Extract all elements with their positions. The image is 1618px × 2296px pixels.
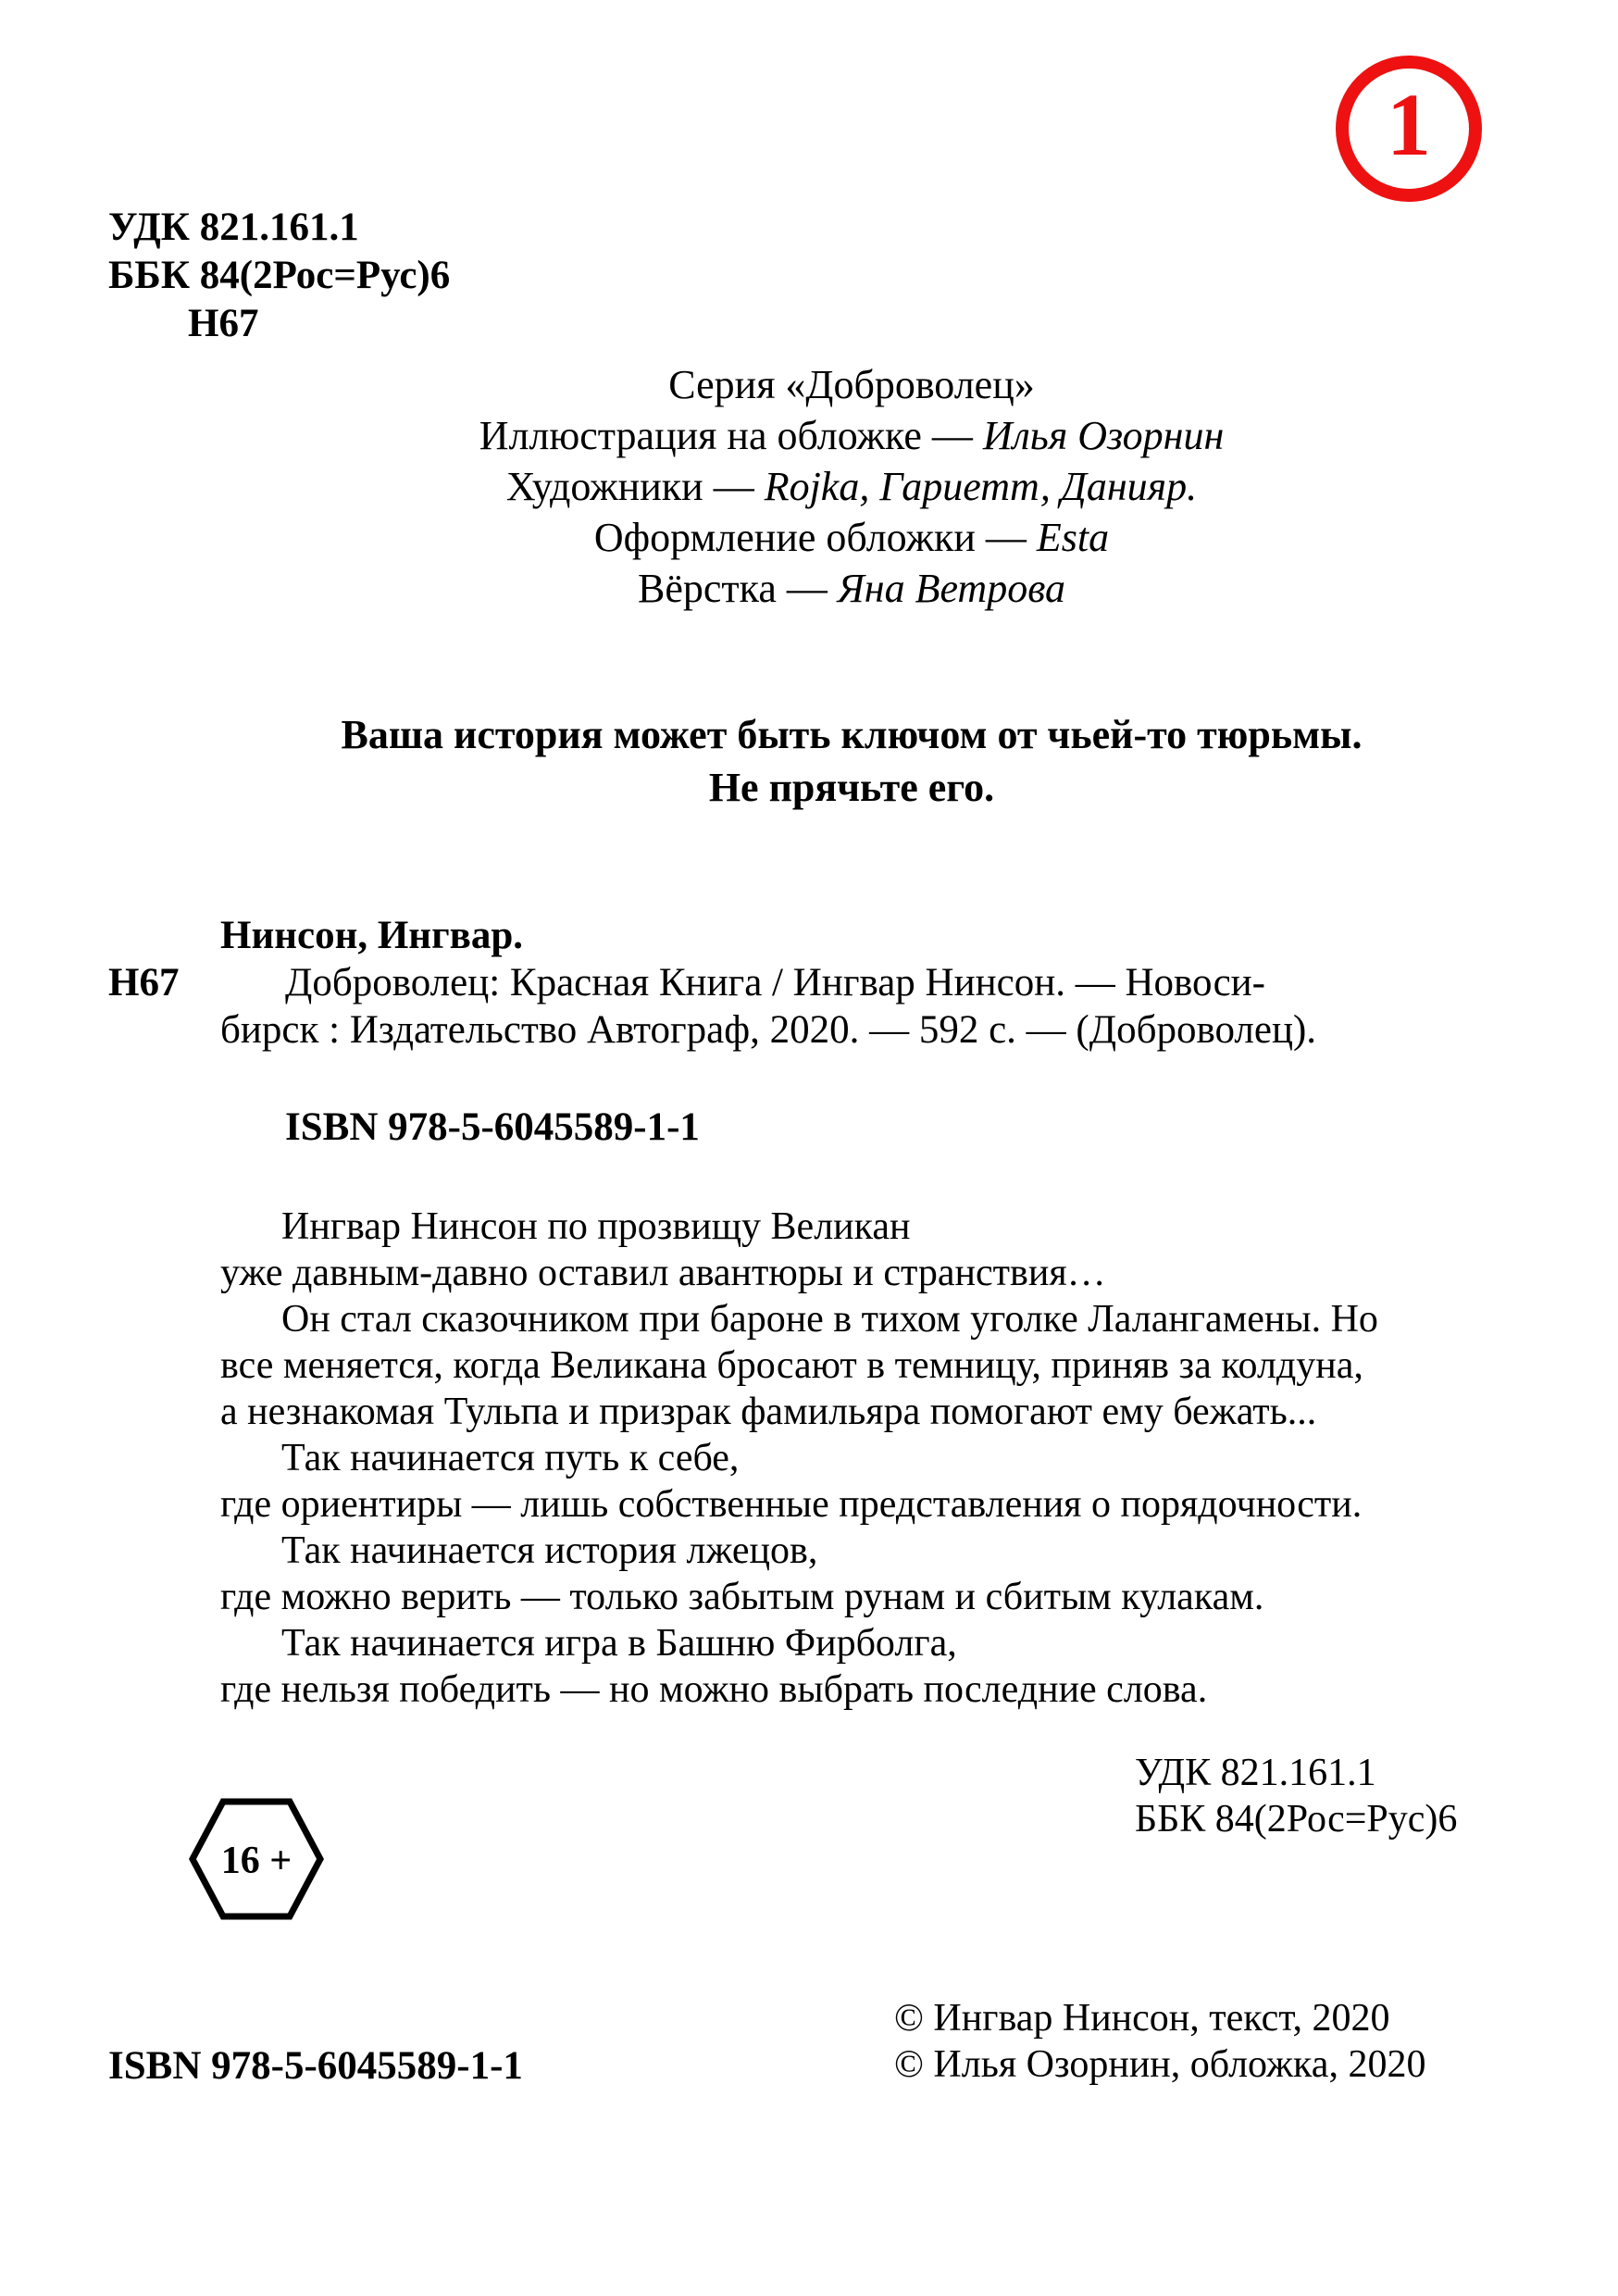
annotation-line: где нельзя победить — но можно выбрать последние слова. — [220, 1668, 1208, 1711]
bottom-codes-block — [1135, 1750, 1457, 1842]
annotation-line: Так начинается путь к себе, — [281, 1437, 740, 1479]
page-number-badge-digit: 1 — [1387, 75, 1431, 174]
annotation-line: Он стал сказочником при бароне в тихом уголке Лалангамены. Но — [281, 1298, 1378, 1341]
catalog-entry-line-2: бирск : Издательство Автограф, 2020. — 592 с. — (Доброволец). — [220, 1008, 1317, 1052]
epigraph-block — [220, 708, 1483, 814]
author-heading: Нинсон, Ингвар. — [220, 914, 523, 957]
layout-credit: Вёрстка — Яна Ветрова — [637, 566, 1066, 611]
catalog-card — [220, 912, 1483, 1054]
cover-illustration-credit: Иллюстрация на обложке — Илья Озорнин — [479, 413, 1225, 458]
cover-design-credit: Оформление обложки — Esta — [593, 515, 1110, 560]
bbk-code-bottom: ББК 84(2Рос=Рус)6 — [1135, 1798, 1458, 1841]
annotation-line: Ингвар Нинсон по прозвищу Великан — [281, 1205, 911, 1248]
annotation-line: Так начинается игра в Башню Фирболга, — [281, 1622, 957, 1665]
top-codes-block — [108, 204, 450, 348]
annotation-line: где ориентиры — лишь собственные представления о порядочности. — [220, 1483, 1363, 1526]
epigraph-line-1: Ваша история может быть ключом от чьей-то тюрьмы. — [341, 712, 1363, 757]
bbk-code-top: ББК 84(2Рос=Рус)6 — [108, 254, 451, 297]
udk-code-top: УДК 821.161.1 — [108, 206, 359, 249]
age-rating-badge — [189, 1798, 324, 1920]
artists-credit: Художники — Rojka, Гариетт, Данияр. — [505, 464, 1198, 509]
epigraph-line-2: Не прячьте его. — [708, 765, 995, 810]
copyright-block — [894, 1995, 1425, 2088]
author-sign-top: Н67 — [188, 302, 259, 345]
udk-code-bottom: УДК 821.161.1 — [1135, 1752, 1376, 1794]
copyright-cover-line: © Илья Озорнин, обложка, 2020 — [894, 2043, 1426, 2086]
annotation-line: Так начинается история лжецов, — [281, 1529, 818, 1572]
annotation-line: а незнакомая Тульпа и призрак фамильяра помогают ему бежать... — [220, 1391, 1317, 1433]
series-title: Серия «Доброволец» — [668, 362, 1035, 407]
annotation-line: где можно верить — только забытым рунам и сбитым кулакам. — [220, 1576, 1264, 1618]
annotation-block — [220, 1204, 1483, 1713]
annotation-line: все меняется, когда Великана бросают в темницу, приняв за колдуна, — [220, 1344, 1363, 1387]
series-credits-block — [220, 359, 1483, 614]
catalog-entry-line-1: Доброволец: Красная Книга / Ингвар Нинсон. — Новоси- — [285, 961, 1266, 1004]
copyright-text-line: © Ингвар Нинсон, текст, 2020 — [894, 1997, 1390, 2040]
age-rating-label: 16 + — [220, 1840, 292, 1882]
catalog-author-sign: Н67 — [108, 961, 180, 1004]
annotation-line: уже давным-давно оставил авантюры и странствия… — [220, 1252, 1106, 1294]
isbn-main: ISBN 978-5-6045589-1-1 — [285, 1105, 700, 1149]
isbn-bottom: ISBN 978-5-6045589-1-1 — [108, 2044, 523, 2088]
page-number-badge — [1336, 56, 1482, 202]
